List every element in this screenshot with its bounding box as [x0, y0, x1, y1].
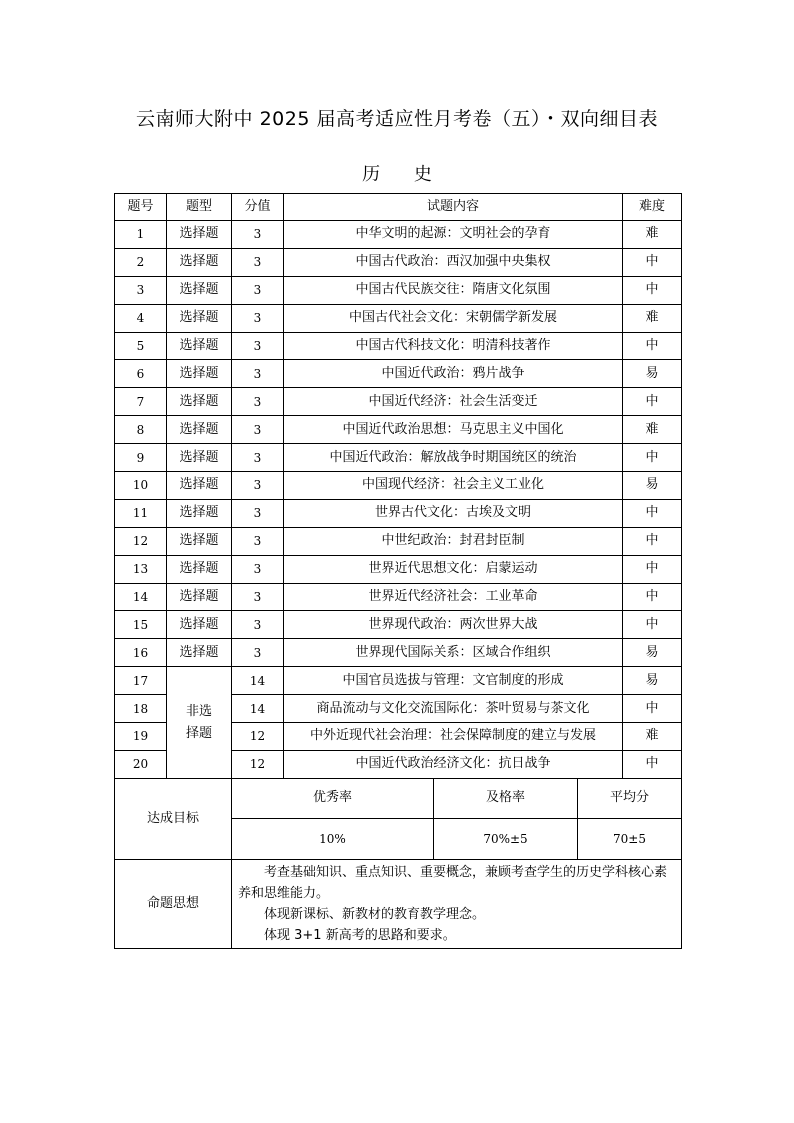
question-content: 中外近现代社会治理：社会保障制度的建立与发展	[284, 723, 623, 751]
question-content: 世界古代文化：古埃及文明	[284, 499, 623, 527]
table-header-row	[115, 194, 682, 221]
question-difficulty: 中	[623, 583, 682, 611]
question-number: 9	[115, 444, 167, 472]
table-row	[115, 360, 682, 388]
page-title: 云南师大附中 2025 届高考适应性月考卷（五）・双向细目表	[136, 108, 658, 130]
question-score: 12	[232, 750, 284, 778]
table-row	[115, 221, 682, 249]
question-number: 17	[115, 667, 167, 695]
table-row	[115, 472, 682, 500]
question-number: 14	[115, 583, 167, 611]
question-difficulty: 中	[623, 611, 682, 639]
subject-title: 历 史	[362, 164, 446, 185]
question-number: 7	[115, 388, 167, 416]
question-score: 3	[232, 221, 284, 249]
question-number: 12	[115, 527, 167, 555]
question-content: 中国近代政治思想：马克思主义中国化	[284, 416, 623, 444]
question-content: 中世纪政治：封君封臣制	[284, 527, 623, 555]
excellent-rate-label: 优秀率	[232, 778, 434, 818]
question-score: 14	[232, 695, 284, 723]
question-content: 中国近代经济：社会生活变迁	[284, 388, 623, 416]
question-type: 选择题	[167, 527, 232, 555]
average-score-label: 平均分	[578, 778, 682, 818]
question-score: 3	[232, 472, 284, 500]
question-number: 18	[115, 695, 167, 723]
question-difficulty: 中	[623, 444, 682, 472]
question-number: 4	[115, 304, 167, 332]
header-type: 题型	[167, 194, 232, 221]
table-row	[115, 416, 682, 444]
question-type: 选择题	[167, 221, 232, 249]
question-difficulty: 易	[623, 360, 682, 388]
question-type: 选择题	[167, 639, 232, 667]
question-score: 3	[232, 527, 284, 555]
question-type: 选择题	[167, 611, 232, 639]
question-number: 3	[115, 276, 167, 304]
question-score: 3	[232, 276, 284, 304]
question-difficulty: 中	[623, 332, 682, 360]
question-content: 世界现代国际关系：区域合作组织	[284, 639, 623, 667]
question-score: 3	[232, 388, 284, 416]
header-score: 分值	[232, 194, 284, 221]
question-score: 3	[232, 499, 284, 527]
intent-line-3: 体现 3+1 新高考的思路和要求。	[264, 927, 456, 943]
question-type: 选择题	[167, 555, 232, 583]
question-number: 8	[115, 416, 167, 444]
question-content: 中国古代社会文化：宋朝儒学新发展	[284, 304, 623, 332]
question-difficulty: 中	[623, 276, 682, 304]
header-content: 试题内容	[284, 194, 623, 221]
question-difficulty: 中	[623, 388, 682, 416]
question-type: 选择题	[167, 388, 232, 416]
table-row	[115, 555, 682, 583]
table-row	[115, 276, 682, 304]
question-score: 3	[232, 304, 284, 332]
question-type: 选择题	[167, 499, 232, 527]
question-content: 世界近代思想文化：启蒙运动	[284, 555, 623, 583]
question-number: 20	[115, 750, 167, 778]
question-content: 中华文明的起源：文明社会的孕育	[284, 221, 623, 249]
specification-table	[114, 193, 682, 949]
question-type: 选择题	[167, 248, 232, 276]
question-content: 中国古代民族交往：隋唐文化氛围	[284, 276, 623, 304]
table-row	[115, 667, 682, 695]
table-row	[115, 639, 682, 667]
question-type: 选择题	[167, 472, 232, 500]
question-content: 商品流动与文化交流国际化：茶叶贸易与茶文化	[284, 695, 623, 723]
question-number: 2	[115, 248, 167, 276]
table-row	[115, 332, 682, 360]
question-score: 3	[232, 583, 284, 611]
question-type-nonchoice: 非选择题	[167, 667, 232, 779]
table-row	[115, 611, 682, 639]
question-content: 中国近代政治经济文化：抗日战争	[284, 750, 623, 778]
question-difficulty: 中	[623, 499, 682, 527]
goal-label: 达成目标	[115, 778, 232, 859]
table-row	[115, 304, 682, 332]
question-difficulty: 易	[623, 639, 682, 667]
question-number: 13	[115, 555, 167, 583]
table-row	[115, 388, 682, 416]
goal-header-row	[115, 778, 682, 818]
question-score: 14	[232, 667, 284, 695]
table-row	[115, 444, 682, 472]
intent-label: 命题思想	[115, 859, 232, 948]
question-number: 16	[115, 639, 167, 667]
question-number: 6	[115, 360, 167, 388]
question-number: 10	[115, 472, 167, 500]
question-score: 3	[232, 360, 284, 388]
question-type: 选择题	[167, 332, 232, 360]
question-difficulty: 易	[623, 667, 682, 695]
question-difficulty: 中	[623, 555, 682, 583]
pass-rate-label: 及格率	[434, 778, 578, 818]
question-type: 选择题	[167, 444, 232, 472]
question-type: 选择题	[167, 416, 232, 444]
question-content: 中国近代政治：解放战争时期国统区的统治	[284, 444, 623, 472]
question-number: 1	[115, 221, 167, 249]
question-difficulty: 中	[623, 695, 682, 723]
question-difficulty: 易	[623, 472, 682, 500]
table-row	[115, 527, 682, 555]
question-content: 世界近代经济社会：工业革命	[284, 583, 623, 611]
question-score: 3	[232, 555, 284, 583]
question-score: 3	[232, 639, 284, 667]
header-num: 题号	[115, 194, 167, 221]
question-type: 选择题	[167, 583, 232, 611]
question-difficulty: 难	[623, 723, 682, 751]
question-score: 3	[232, 248, 284, 276]
question-number: 11	[115, 499, 167, 527]
question-score: 3	[232, 416, 284, 444]
question-difficulty: 难	[623, 304, 682, 332]
question-difficulty: 中	[623, 750, 682, 778]
question-difficulty: 难	[623, 221, 682, 249]
table-row	[115, 499, 682, 527]
intent-row	[115, 859, 682, 948]
table-row	[115, 248, 682, 276]
header-difficulty: 难度	[623, 194, 682, 221]
question-content: 中国官员选拔与管理：文官制度的形成	[284, 667, 623, 695]
question-type: 选择题	[167, 276, 232, 304]
question-number: 5	[115, 332, 167, 360]
question-score: 3	[232, 611, 284, 639]
question-number: 19	[115, 723, 167, 751]
intent-line-1: 考查基础知识、重点知识、重要概念，兼顾考查学生的历史学科核心素养和思维能力。	[238, 864, 668, 901]
question-number: 15	[115, 611, 167, 639]
question-score: 3	[232, 444, 284, 472]
question-content: 世界现代政治：两次世界大战	[284, 611, 623, 639]
question-score: 12	[232, 723, 284, 751]
intent-line-2: 体现新课标、新教材的教育教学理念。	[264, 906, 486, 922]
question-content: 中国古代科技文化：明清科技著作	[284, 332, 623, 360]
question-score: 3	[232, 332, 284, 360]
intent-text	[232, 859, 682, 948]
question-difficulty: 难	[623, 416, 682, 444]
pass-rate-value: 70%±5	[434, 818, 578, 859]
average-score-value: 70±5	[578, 818, 682, 859]
question-type: 选择题	[167, 304, 232, 332]
question-content: 中国近代政治：鸦片战争	[284, 360, 623, 388]
table-row	[115, 583, 682, 611]
question-content: 中国古代政治：西汉加强中央集权	[284, 248, 623, 276]
question-difficulty: 中	[623, 248, 682, 276]
excellent-rate-value: 10%	[232, 818, 434, 859]
question-type: 选择题	[167, 360, 232, 388]
question-difficulty: 中	[623, 527, 682, 555]
question-content: 中国现代经济：社会主义工业化	[284, 472, 623, 500]
